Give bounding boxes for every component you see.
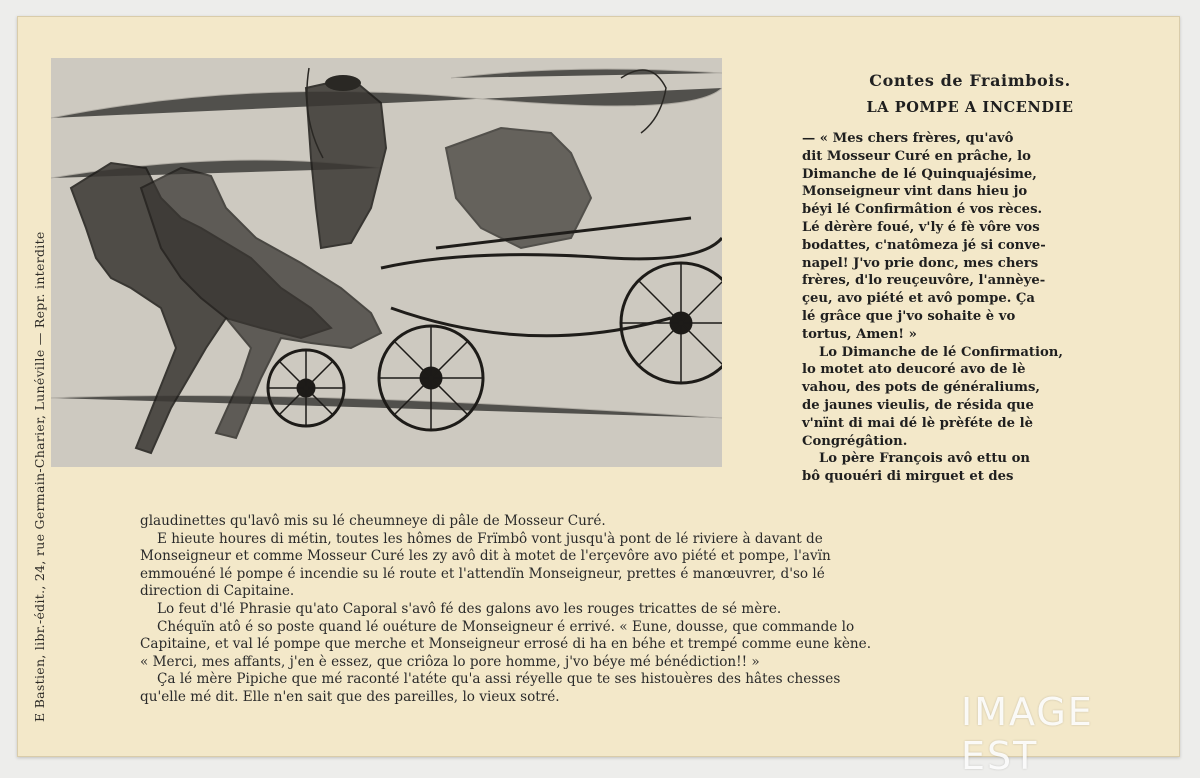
column-line: vahou, des pots de généraliums, [802,380,1040,396]
postcard [17,16,1180,778]
column-line: Lo Dimanche de lé Confirmation, [819,344,1063,360]
column-line: Dimanche de lé Quinquajésime, [802,166,1037,182]
column-line: bô quouéri di mirguet et des [802,469,1014,485]
column-text [802,130,1132,486]
column-line: napel! J'vo prie donc, mes chers [802,255,1039,271]
column-line: béyi lé Confirmâtion é vos rèces. [802,202,1043,218]
publisher-imprint: E Bastien, libr.-édit., 24, rue Germain-Charier, Lunéville — Repr. interdite [32,231,47,722]
text-line: direction di Capitaine. [140,583,295,600]
text-line: Chéquïn atô é so poste quand lé ouéture de Monseigneur é errivé. « Eune, dousse, que commande lo [157,618,855,635]
story-subtitle: LA POMPE A INCENDIE [866,99,1074,116]
text-line: qu'elle mé dit. Elle n'en sait que des pareilles, lo vieux sotré. [140,688,560,705]
column-line: v'nïnt di mai dé lè prèféte de lè [802,415,1033,431]
text-line: « Merci, mes affants, j'en è essez, que criôza lo pore homme, j'vo béye mé bénédiction!! » [140,653,760,670]
column-line: Congrégâtion. [802,433,908,449]
text-line: Lo feut d'lé Phrasie qu'ato Caporal s'avô fé des galons avo les rouges tricattes de sé mère. [157,600,782,617]
story-title: Contes de Fraimbois. [869,71,1071,90]
text-line: glaudinettes qu'lavô mis su lé cheumneye di pâle de Mosseur Curé. [140,513,606,529]
text-line: emmouéné lé pompe é incendie su lé route et l'attendïn Monseigneur, prettes é manœuvrer, d'so lé [140,565,825,582]
full-width-text [140,513,1140,707]
watermark: IMAGE EST [961,690,1094,778]
text-line: E hieute houres di métin, toutes les hômes de Frïmbô vont jusqu'à pont de lé riviere à davant de [157,530,823,547]
text-line: Ça lé mère Pipiche que mé raconté l'atéte qu'a assi réyelle que te ses histouères des hâtes chesses [157,671,841,688]
column-line: tortus, Amen! » [802,326,917,342]
column-line: Lé dèrère foué, v'ly é fè vôre vos [802,219,1040,235]
column-line: çeu, avo piété et avô pompe. Ça [802,291,1035,307]
text-line: Monseigneur et comme Mosseur Curé les zy avô dit à motet de l'erçevôre avo piété et pompe, l'avïn [140,548,831,565]
column-line: dit Mosseur Curé en prâche, lo [802,148,1031,164]
column-line: lé grâce que j'vo sohaite è vo [802,308,1016,324]
column-line: Monseigneur vint dans hieu jo [802,184,1028,200]
column-line: frères, d'lo reuçeuvôre, l'annèye- [802,273,1046,289]
carriage-illustration [51,58,722,467]
column-line: bodattes, c'natômeza jé si conve- [802,237,1046,253]
column-line: Lo père François avô ettu on [819,451,1030,467]
text-line: Capitaine, et val lé pompe que merche et Monseigneur errosé di ha en béhe et trempé comme eune kène. [140,636,872,653]
column-line: — « Mes chers frères, qu'avô [802,131,1014,146]
column-line: lo motet ato deucoré avo de lè [802,362,1026,378]
column-line: de jaunes vieulis, de résida que [802,397,1034,413]
title-block [805,71,1135,116]
